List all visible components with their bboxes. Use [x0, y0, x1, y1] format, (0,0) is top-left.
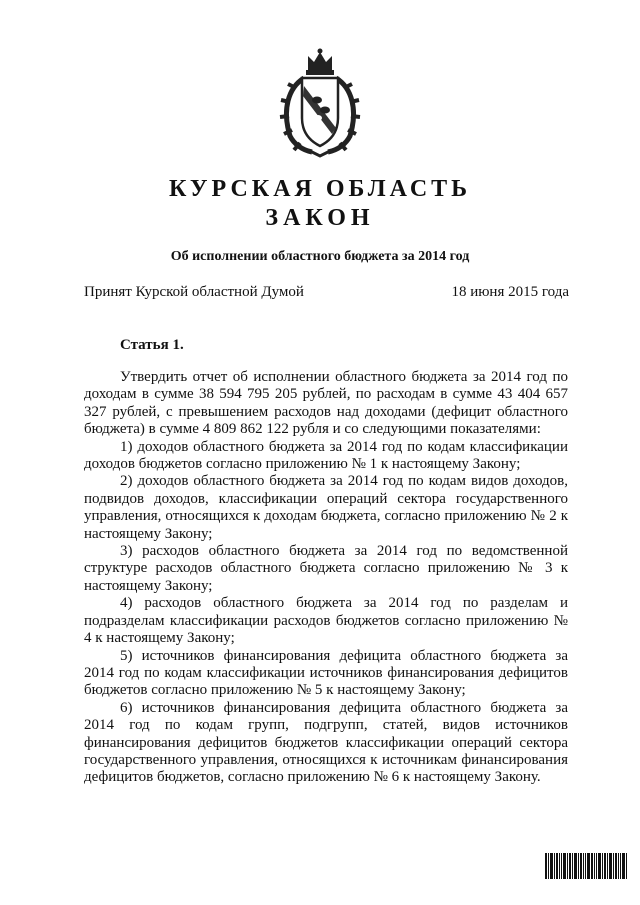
article-heading: Статья 1.: [120, 337, 184, 353]
barcode-icon: [545, 853, 627, 879]
region-title: КУРСКАЯ ОБЛАСТЬ: [168, 176, 472, 202]
paragraph-item-1: 1) доходов областного бюджета за 2014 год по кодам классификации доходов бюджетов согласно приложению № 1 к настоящему Закону;: [84, 438, 568, 473]
paragraph-item-5: 5) источников финансирования дефицита областного бюджета за 2014 год по кодам классификации источников финансирования дефицитов бюджетов согласно приложению № 5 к настоящему Закону;: [84, 647, 568, 699]
paragraph-item-4: 4) расходов областного бюджета за 2014 год по разделам и подразделам классификации расходов бюджетов согласно приложению № 4 к настоящему Закону;: [84, 595, 568, 647]
paragraph-item-6: 6) источников финансирования дефицита областного бюджета за 2014 год по кодам групп, подгрупп, статей, видов источников финансирования дефицитов бюджетов классификации операций сектора государственного управления, относящихся к источникам финансирования дефицитов бюджетов, согласно приложению № 6 к настоящему Закону.: [84, 699, 568, 786]
adopted-date: 18 июня 2015 года: [451, 284, 569, 300]
paragraph-intro: Утвердить отчет об исполнении областного бюджета за 2014 год по доходам в сумме 38 594 795 205 рублей, по расходам в сумме 43 404 657 327 рублей, с превышением расходов над доходами (дефицит областного бюджета) в сумме 4 809 862 122 рубля и со следующими показателями:: [84, 369, 568, 438]
paragraph-item-2: 2) доходов областного бюджета за 2014 год по кодам видов доходов, подвидов доходов, классификации операций сектора государственного управления, относящихся к доходам бюджета, согласно приложению № 2 к настоящему Закону;: [84, 473, 568, 542]
document-type-title: ЗАКОН: [265, 205, 375, 231]
adopted-by: Принят Курской областной Думой: [84, 284, 304, 300]
adoption-line: [84, 284, 569, 301]
article-body: [84, 369, 568, 787]
law-subtitle: Об исполнении областного бюджета за 2014 год: [170, 249, 470, 264]
paragraph-item-3: 3) расходов областного бюджета за 2014 год по ведомственной структуре расходов областного бюджета согласно приложению № 3 к настоящему Закону;: [84, 543, 568, 594]
coat-of-arms-icon: [268, 48, 372, 158]
